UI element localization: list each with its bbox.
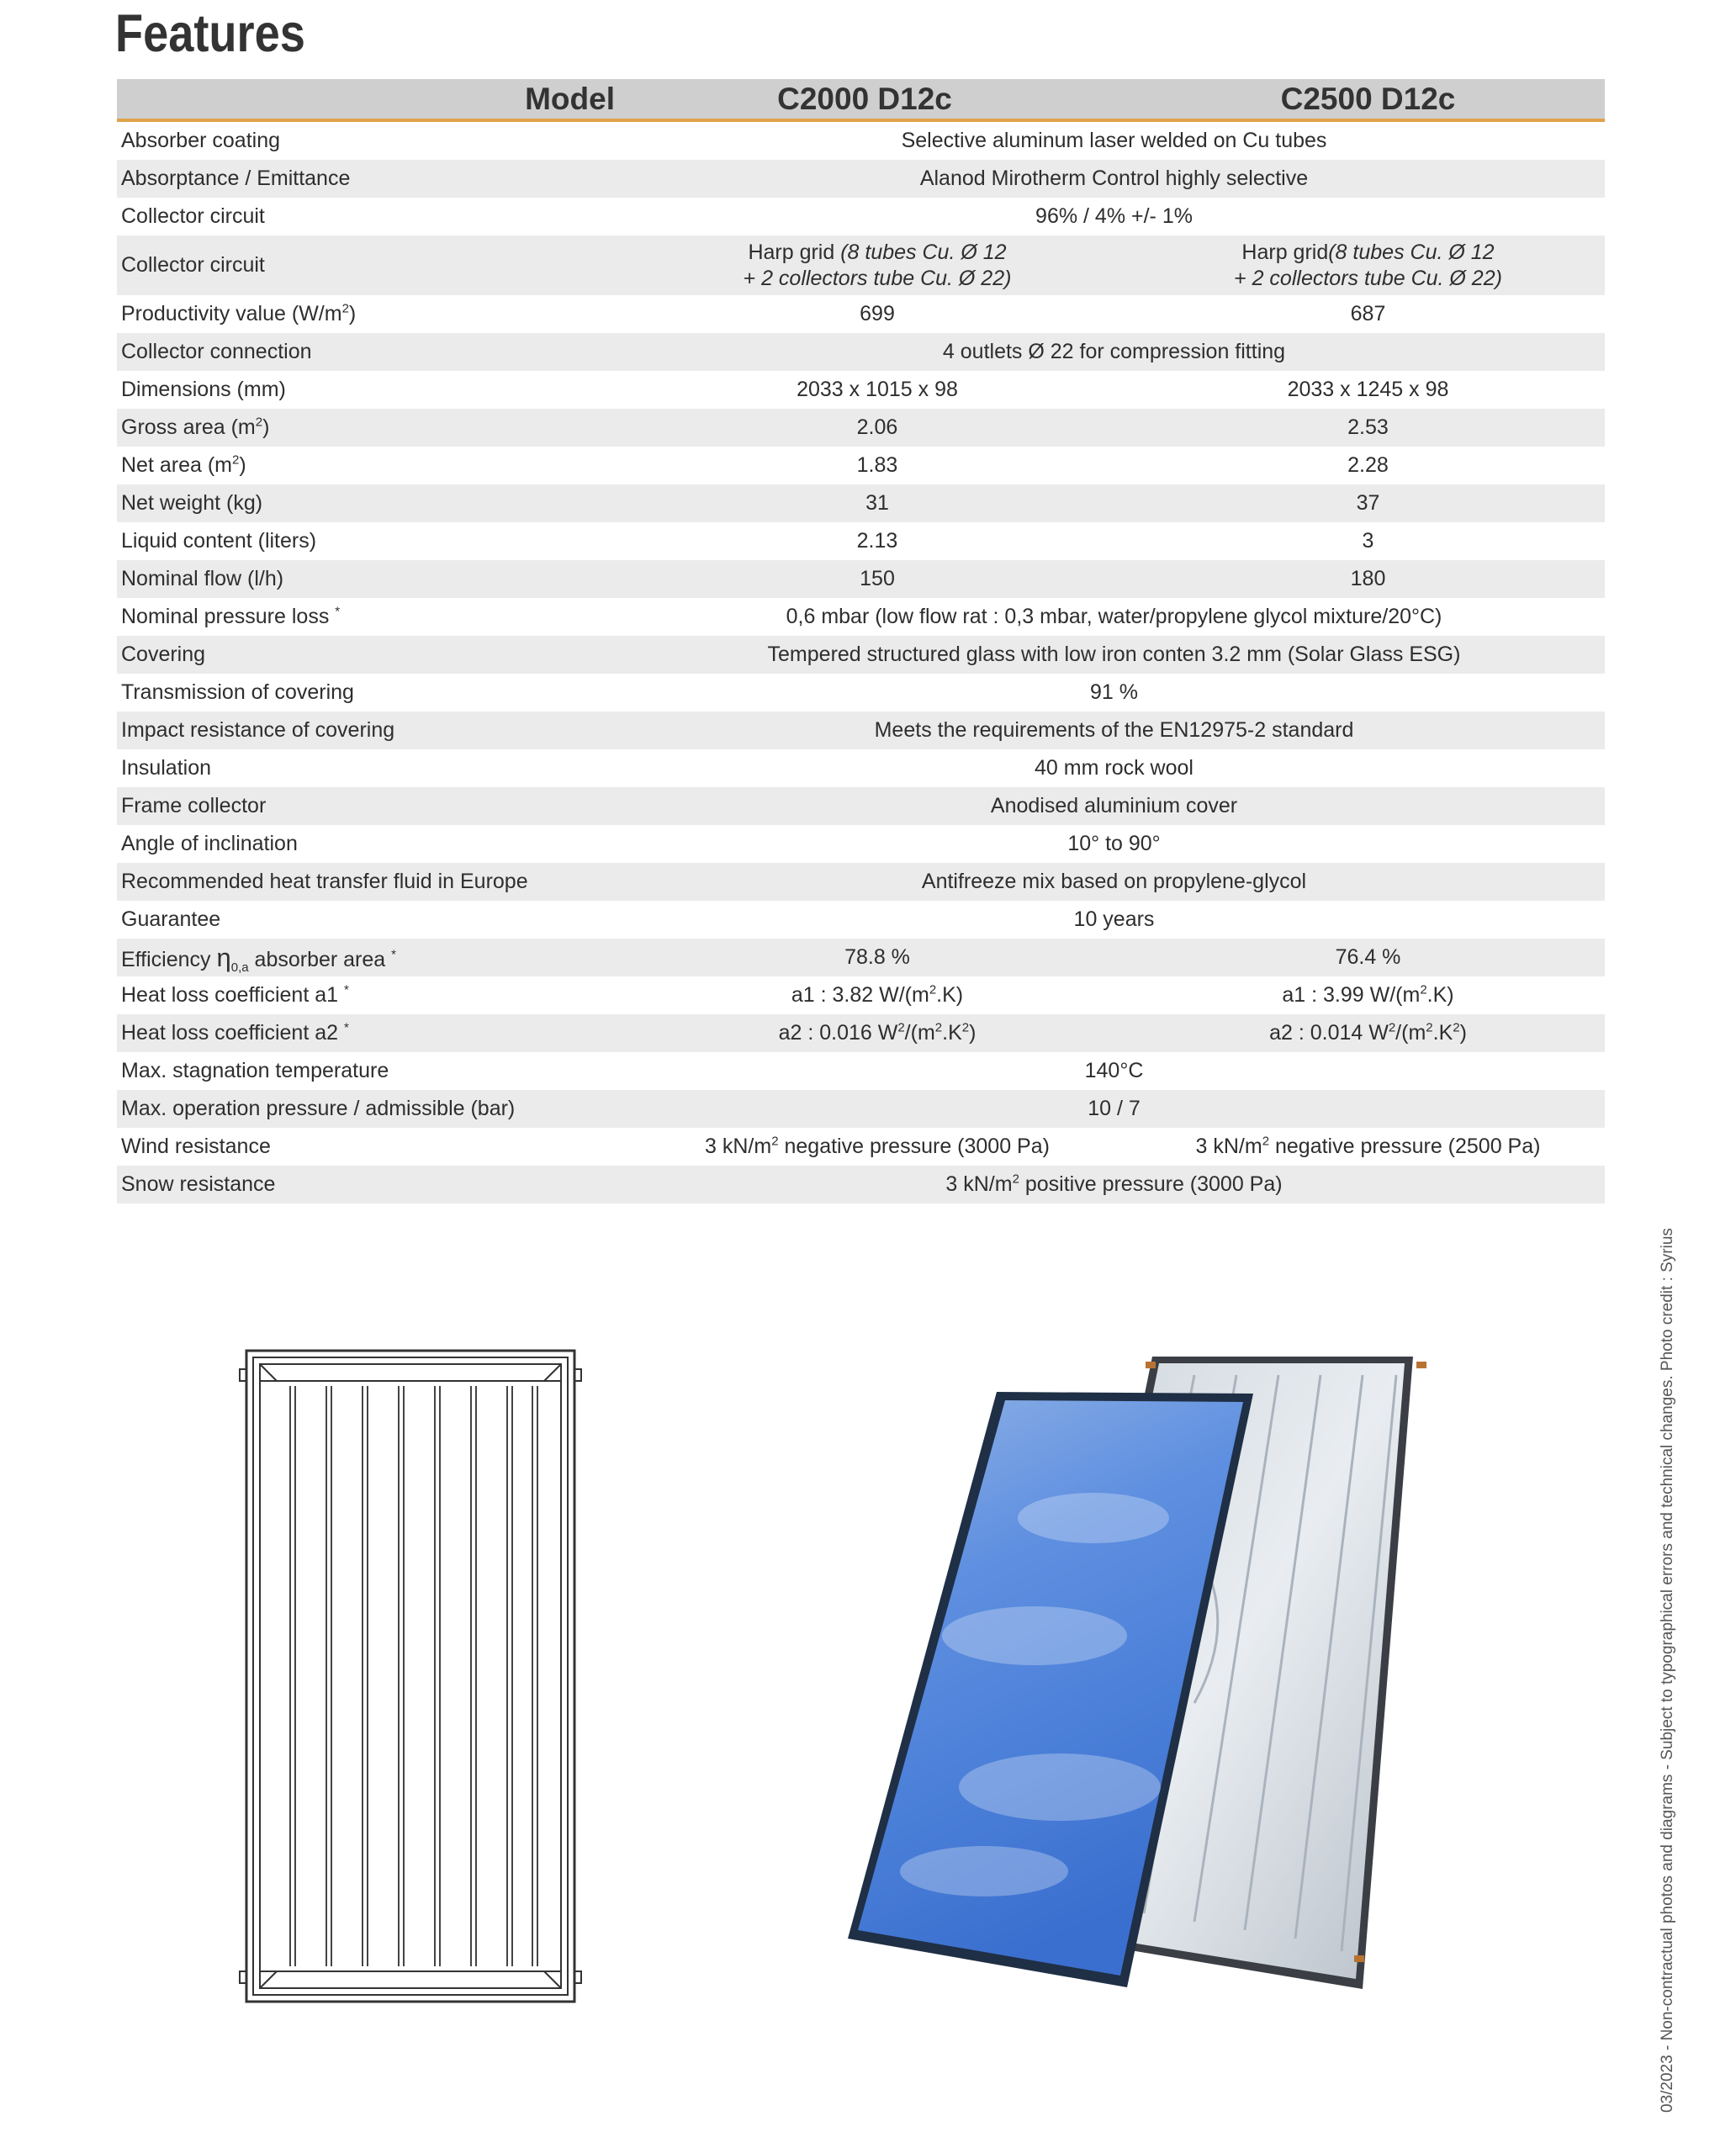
row-label: Net area $(m^2)$ <box>121 452 246 477</box>
row-value: Meets the requirements of the EN12975-2 standard <box>623 711 1605 749</box>
table-row <box>117 1090 1605 1128</box>
table-row <box>117 295 1605 333</box>
row-label: Max. stagnation temperature <box>121 1059 389 1082</box>
row-value-c2500: 2.53 <box>1131 409 1605 447</box>
row-label: Collector circuit <box>121 204 265 228</box>
header-c2500: C2500 D12c <box>1131 79 1605 120</box>
table-row <box>117 825 1605 863</box>
row-label: Liquid content (liters) <box>121 529 317 553</box>
row-label: Transmission of covering <box>121 680 354 704</box>
table-row <box>117 711 1605 749</box>
row-value: 40 mm rock wool <box>1035 756 1194 780</box>
side-note: 03/2023 - Non-contractual photos and diagrams - Subject to typographical errors and technical changes. Photo credit : Syrius <box>1659 1228 1676 2113</box>
table-row <box>117 976 1605 1014</box>
row-value-c2500: 180 <box>1131 560 1605 598</box>
row-label: Collector connection <box>117 333 623 371</box>
table-row <box>117 560 1605 598</box>
row-value: 10° to 90° <box>1067 832 1161 855</box>
row-value: Selective aluminum laser welded on Cu tubes <box>901 129 1327 152</box>
table-row <box>117 674 1605 711</box>
row-value-c2500: 3 <box>1362 529 1374 553</box>
row-label: Frame collector <box>117 787 623 825</box>
table-row <box>117 235 1605 295</box>
solar-collector-photo <box>841 1350 1430 1989</box>
table-header <box>117 79 1605 120</box>
table-row <box>117 1014 1605 1052</box>
table-row <box>117 371 1605 409</box>
row-value: 91 % <box>1090 680 1138 704</box>
row-value: 10 / 7 <box>623 1090 1605 1128</box>
table-row <box>117 598 1605 636</box>
row-value: 10 years <box>1073 907 1155 931</box>
table-row <box>117 1128 1605 1166</box>
row-value-c2500: 2.28 <box>1347 453 1389 477</box>
row-value: Anodised aluminium cover <box>623 787 1605 825</box>
row-value-c2500: 37 <box>1131 484 1605 522</box>
row-value-c2000: 31 <box>623 484 1131 522</box>
row-label: Collector circuit <box>117 235 623 295</box>
row-label: Wind resistance <box>121 1135 271 1158</box>
table-row <box>117 1166 1605 1203</box>
row-value-c2000: 78.8 % <box>623 939 1131 976</box>
row-value-c2500: 76.4 % <box>1131 939 1605 976</box>
row-value-c2000: 150 <box>623 560 1131 598</box>
row-value-c2500: a2 : 0.014 $W^2/(m^2.K^2)$ <box>1131 1014 1605 1052</box>
row-label: Insulation <box>121 756 212 780</box>
row-value-c2500: 3 $kN/m^2$ negative pressure (2500 Pa) <box>1195 1134 1541 1158</box>
table-row <box>117 484 1605 522</box>
row-value: 4 outlets Ø 22 for compression fitting <box>623 333 1605 371</box>
row-value: 0,6 mbar (low flow rat : 0,3 mbar, water/propylene glycol mixture/20°C) <box>786 605 1442 628</box>
table-row <box>117 787 1605 825</box>
row-value: 96% / 4% +/- 1% <box>1035 204 1193 228</box>
page-title: Features <box>115 4 305 63</box>
table-row <box>117 522 1605 560</box>
features-table <box>117 79 1605 1203</box>
row-label: Snow resistance <box>117 1166 623 1203</box>
row-value-c2000: 1.83 <box>856 453 898 477</box>
row-value-c2500: a1 : 3.99 $W/(m^2.K)$ <box>1282 982 1454 1007</box>
header-model: Model <box>117 79 623 120</box>
table-row <box>117 409 1605 447</box>
table-row <box>117 1052 1605 1090</box>
row-value: Alanod Mirotherm Control highly selective <box>623 160 1605 198</box>
table-row <box>117 636 1605 674</box>
row-label: Guarantee <box>121 907 221 931</box>
row-value: 140°C <box>1084 1059 1144 1082</box>
row-label: Absorptance / Emittance <box>117 160 623 198</box>
row-value-c2000: Harp grid (8 tubes Cu. Ø 12 + 2 collectors tube Cu. Ø 22) <box>623 235 1131 295</box>
row-value: 3 $kN/m^2$ positive pressure (3000 Pa) <box>623 1166 1605 1203</box>
collector-technical-drawing <box>238 1344 583 2008</box>
table-row <box>117 120 1605 160</box>
row-label: Absorber coating <box>121 129 281 152</box>
row-label: Heat loss coefficient a2 * <box>117 1014 623 1052</box>
row-label: Recommended heat transfer fluid in Europe <box>117 863 623 901</box>
row-label: Impact resistance of covering <box>117 711 623 749</box>
row-label: Productivity value $(W/m^2)$ <box>121 301 357 325</box>
row-value: Tempered structured glass with low iron conten 3.2 mm (Solar Glass ESG) <box>623 636 1605 674</box>
row-value-c2000: a2 : 0.016 $W^2/(m^2.K^2)$ <box>623 1014 1131 1052</box>
row-label: Efficiency $\eta_{0,a}$ absorber area * <box>117 939 623 976</box>
row-label: Gross area $(m^2)$ <box>117 409 623 447</box>
row-value-c2000: 2.13 <box>856 529 898 553</box>
table-row <box>117 939 1605 976</box>
row-label: Max. operation pressure / admissible (bar) <box>117 1090 623 1128</box>
row-value-c2500: Harp grid(8 tubes Cu. Ø 12 + 2 collectors tube Cu. Ø 22) <box>1131 235 1605 295</box>
row-value-c2500: 687 <box>1350 302 1386 325</box>
row-value-c2000: 2.06 <box>623 409 1131 447</box>
table-row <box>117 333 1605 371</box>
header-c2000: C2000 D12c <box>623 79 1131 120</box>
table-row <box>117 198 1605 235</box>
table-row <box>117 160 1605 198</box>
row-value-c2000: a1 : 3.82 $W/(m^2.K)$ <box>791 982 964 1007</box>
row-label: Heat loss coefficient a1 * <box>121 982 349 1007</box>
table-row <box>117 447 1605 484</box>
row-label: Net weight (kg) <box>117 484 623 522</box>
row-value-c2000: 3 $kN/m^2$ negative pressure (3000 Pa) <box>705 1134 1050 1158</box>
table-row <box>117 749 1605 787</box>
row-label: Dimensions (mm) <box>121 378 286 401</box>
row-value: Antifreeze mix based on propylene-glycol <box>623 863 1605 901</box>
row-label: Covering <box>117 636 623 674</box>
row-label: Nominal flow (l/h) <box>117 560 623 598</box>
row-value-c2000: 699 <box>860 302 895 325</box>
table-row <box>117 863 1605 901</box>
row-label: Angle of inclination <box>121 832 298 855</box>
row-value-c2500: 2033 x 1245 x 98 <box>1287 378 1449 401</box>
table-row <box>117 901 1605 939</box>
row-label: Nominal pressure loss * <box>121 604 341 628</box>
row-value-c2000: 2033 x 1015 x 98 <box>797 378 958 401</box>
